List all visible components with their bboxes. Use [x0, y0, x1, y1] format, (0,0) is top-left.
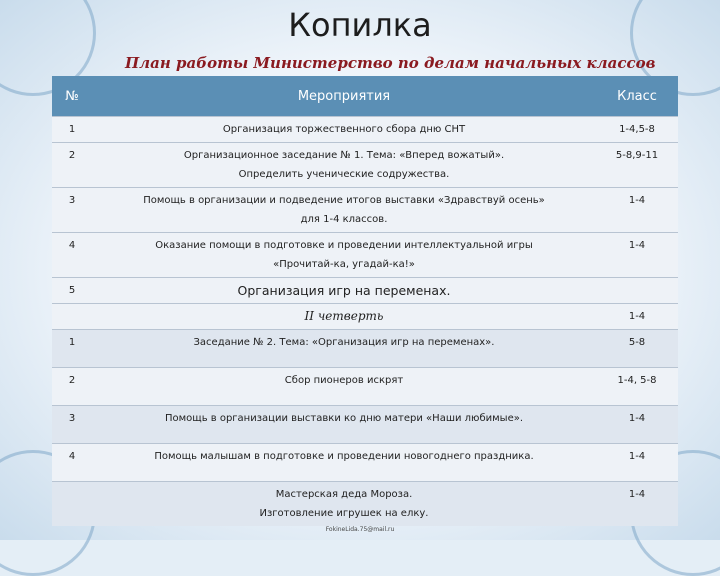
- row-class: 1-4: [596, 482, 678, 527]
- row-event: [92, 188, 596, 233]
- row-num: 3: [52, 406, 92, 444]
- row-num: 5: [52, 278, 92, 304]
- table-header-row: [52, 76, 678, 117]
- row-event: [92, 143, 596, 188]
- table-row: [52, 233, 678, 278]
- row-num: 1: [52, 330, 92, 368]
- plan-table: [52, 76, 678, 526]
- header-class: Класс: [596, 76, 678, 117]
- row-event: [92, 233, 596, 278]
- row-event-line: Определить ученические содружества.: [238, 169, 450, 180]
- row-class: 1-4,5-8: [596, 117, 678, 143]
- row-event-line: Мастерская деда Мороза.: [275, 489, 413, 500]
- row-class: 1-4: [596, 304, 678, 330]
- table-row: [52, 330, 678, 368]
- row-event: [92, 482, 596, 527]
- table-row: [52, 278, 678, 304]
- row-event-line: Оказание помощи в подготовке и проведении интеллектуальной игры: [155, 240, 533, 251]
- row-event: Сбор пионеров искрят: [92, 368, 596, 406]
- row-num: 4: [52, 444, 92, 482]
- quarter-heading: II четверть: [92, 304, 596, 330]
- row-num: 3: [52, 188, 92, 233]
- row-event: Организация торжественного сбора дню СНТ: [92, 117, 596, 143]
- row-event-line: для 1-4 классов.: [300, 214, 388, 225]
- row-num: [52, 482, 92, 527]
- row-event: Заседание № 2. Тема: «Организация игр на переменах».: [92, 330, 596, 368]
- header-num: №: [52, 76, 92, 117]
- row-num: 1: [52, 117, 92, 143]
- row-num: 2: [52, 143, 92, 188]
- row-class: 1-4: [596, 233, 678, 278]
- row-event-line: Помощь в организации и подведение итогов выставки «Здравствуй осень»: [143, 195, 545, 206]
- row-event-line: Организационное заседание № 1. Тема: «Вперед вожатый».: [183, 150, 505, 161]
- row-num: 2: [52, 368, 92, 406]
- table-row: [52, 143, 678, 188]
- row-class: 1-4: [596, 188, 678, 233]
- page-title: Копилка: [288, 6, 432, 44]
- table-row: [52, 188, 678, 233]
- row-class: 1-4: [596, 406, 678, 444]
- row-event: Помощь в организации выставки ко дню матери «Наши любимые».: [92, 406, 596, 444]
- table-row: [52, 368, 678, 406]
- table-row: [52, 117, 678, 143]
- row-class: 1-4, 5-8: [596, 368, 678, 406]
- row-event-line: «Прочитай-ка, угадай-ка!»: [273, 259, 415, 270]
- row-class: 1-4: [596, 444, 678, 482]
- table-row: [52, 406, 678, 444]
- table-row: [52, 444, 678, 482]
- row-class: 5-8,9-11: [596, 143, 678, 188]
- row-event-line: Изготовление игрушек на елку.: [259, 508, 429, 519]
- page-subtitle: План работы Министерство по делам начальных классов: [125, 54, 656, 72]
- row-event: Помощь малышам в подготовке и проведении новогоднего праздника.: [92, 444, 596, 482]
- table-row: [52, 304, 678, 330]
- row-num: 4: [52, 233, 92, 278]
- row-class: [596, 278, 678, 304]
- row-num: [52, 304, 92, 330]
- row-class: 5-8: [596, 330, 678, 368]
- row-event: Организация игр на переменах.: [92, 278, 596, 304]
- header-event: Мероприятия: [92, 76, 596, 117]
- footer-email: FokineLida.75@mail.ru: [325, 526, 395, 533]
- table-row: [52, 482, 678, 527]
